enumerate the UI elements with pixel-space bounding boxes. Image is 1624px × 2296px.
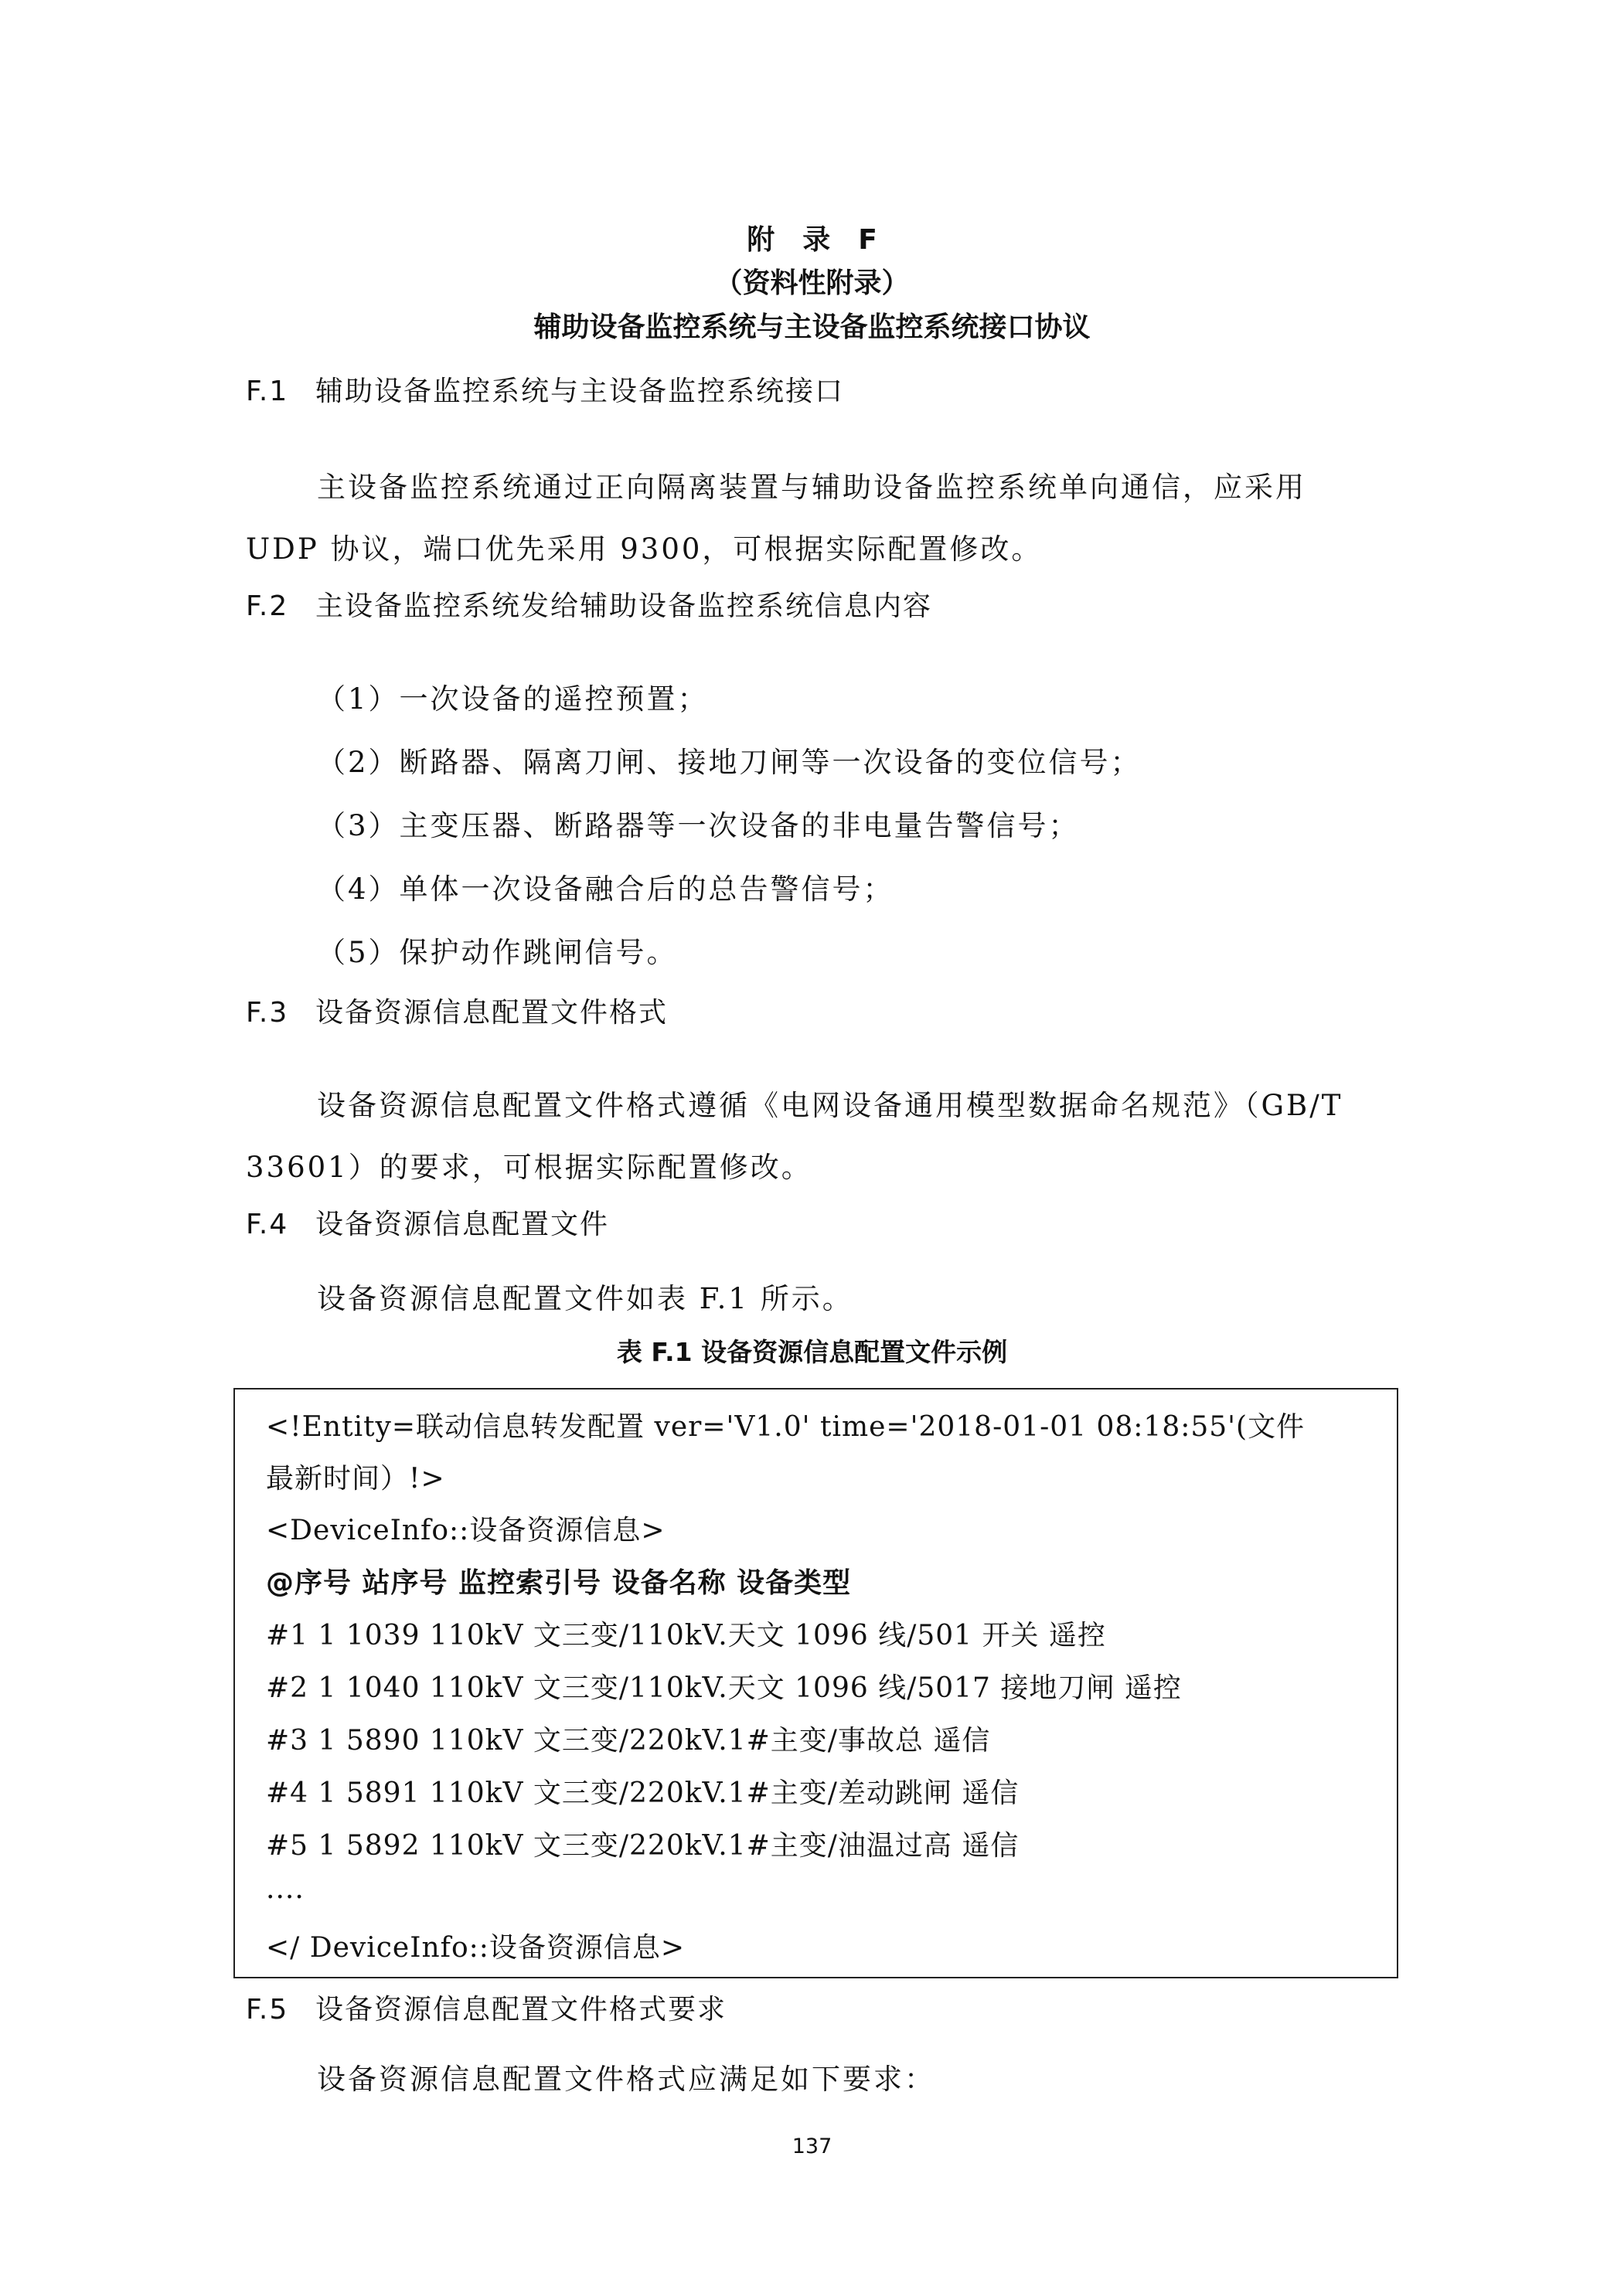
section-number: F.2 (246, 590, 289, 622)
section-heading-f3 (246, 991, 668, 1030)
paragraph-line: 设备资源信息配置文件格式应满足如下要求： (317, 2063, 935, 2096)
section-title: 设备资源信息配置文件格式 (315, 997, 669, 1029)
code-line: #4 1 5891 110kV 文三变/220kV.1#主变/差动跳闸 遥信 (266, 1777, 1020, 1809)
section-number: F.3 (246, 997, 289, 1029)
code-line: #1 1 1039 110kV 文三变/110kV.天文 1096 线/501 开关 遥控 (266, 1620, 1106, 1651)
code-line: <DeviceInfo::设备资源信息> (266, 1515, 666, 1546)
list-item: （2）断路器、隔离刀闸、接地刀闸等一次设备的变位信号； (317, 746, 1142, 779)
section-number: F.4 (246, 1209, 289, 1240)
code-line: #2 1 1040 110kV 文三变/110kV.天文 1096 线/5017 接地刀闸 遥控 (266, 1672, 1182, 1704)
code-line-header: @序号 站序号 监控索引号 设备名称 设备类型 (266, 1567, 852, 1599)
paragraph-line: UDP 协议，端口优先采用 9300，可根据实际配置修改。 (246, 532, 1043, 566)
appendix-title: 附 录 F (747, 224, 877, 256)
section-heading-f1 (246, 369, 844, 409)
page-number: 137 (792, 2134, 832, 2158)
paragraph-line: 33601）的要求，可根据实际配置修改。 (246, 1151, 812, 1184)
section-heading-f5 (246, 1988, 727, 2027)
appendix-subtitle: （资料性附录） (714, 267, 910, 299)
section-number: F.1 (246, 376, 289, 407)
paragraph-line: 设备资源信息配置文件格式遵循《电网设备通用模型数据命名规范》（GB/T (317, 1089, 1343, 1122)
list-item: （1）一次设备的遥控预置； (317, 682, 709, 716)
paragraph-line: 主设备监控系统通过正向隔离装置与辅助设备监控系统单向通信，应采用 (317, 471, 1306, 504)
paragraph-line: 设备资源信息配置文件如表 F.1 所示。 (317, 1282, 853, 1315)
code-line: 最新时间）!> (266, 1463, 445, 1495)
code-line: </ DeviceInfo::设备资源信息> (266, 1932, 686, 1964)
section-title: 主设备监控系统发给辅助设备监控系统信息内容 (315, 590, 933, 622)
list-item: （4）单体一次设备融合后的总告警信号； (317, 872, 894, 906)
code-line: #5 1 5892 110kV 文三变/220kV.1#主变/油温过高 遥信 (266, 1830, 1020, 1862)
config-file-example-box (233, 1388, 1398, 1978)
section-title: 设备资源信息配置文件格式要求 (315, 1994, 727, 2026)
section-number: F.5 (246, 1994, 289, 2026)
section-title: 设备资源信息配置文件 (315, 1209, 610, 1240)
list-item: （5）保护动作跳闸信号。 (317, 936, 678, 969)
appendix-main-title: 辅助设备监控系统与主设备监控系统接口协议 (533, 311, 1091, 343)
list-item: （3）主变压器、断路器等一次设备的非电量告警信号； (317, 809, 1080, 842)
section-heading-f2 (246, 584, 932, 624)
section-title: 辅助设备监控系统与主设备监控系统接口 (315, 376, 845, 407)
code-line: .... (266, 1873, 305, 1905)
table-caption: 表 F.1 设备资源信息配置文件示例 (616, 1337, 1008, 1367)
code-line: #3 1 5890 110kV 文三变/220kV.1#主变/事故总 遥信 (266, 1725, 991, 1757)
code-line: <!Entity=联动信息转发配置 ver='V1.0' time='2018-01-01 08:18:55'(文件 (266, 1411, 1306, 1443)
section-heading-f4 (246, 1202, 609, 1242)
